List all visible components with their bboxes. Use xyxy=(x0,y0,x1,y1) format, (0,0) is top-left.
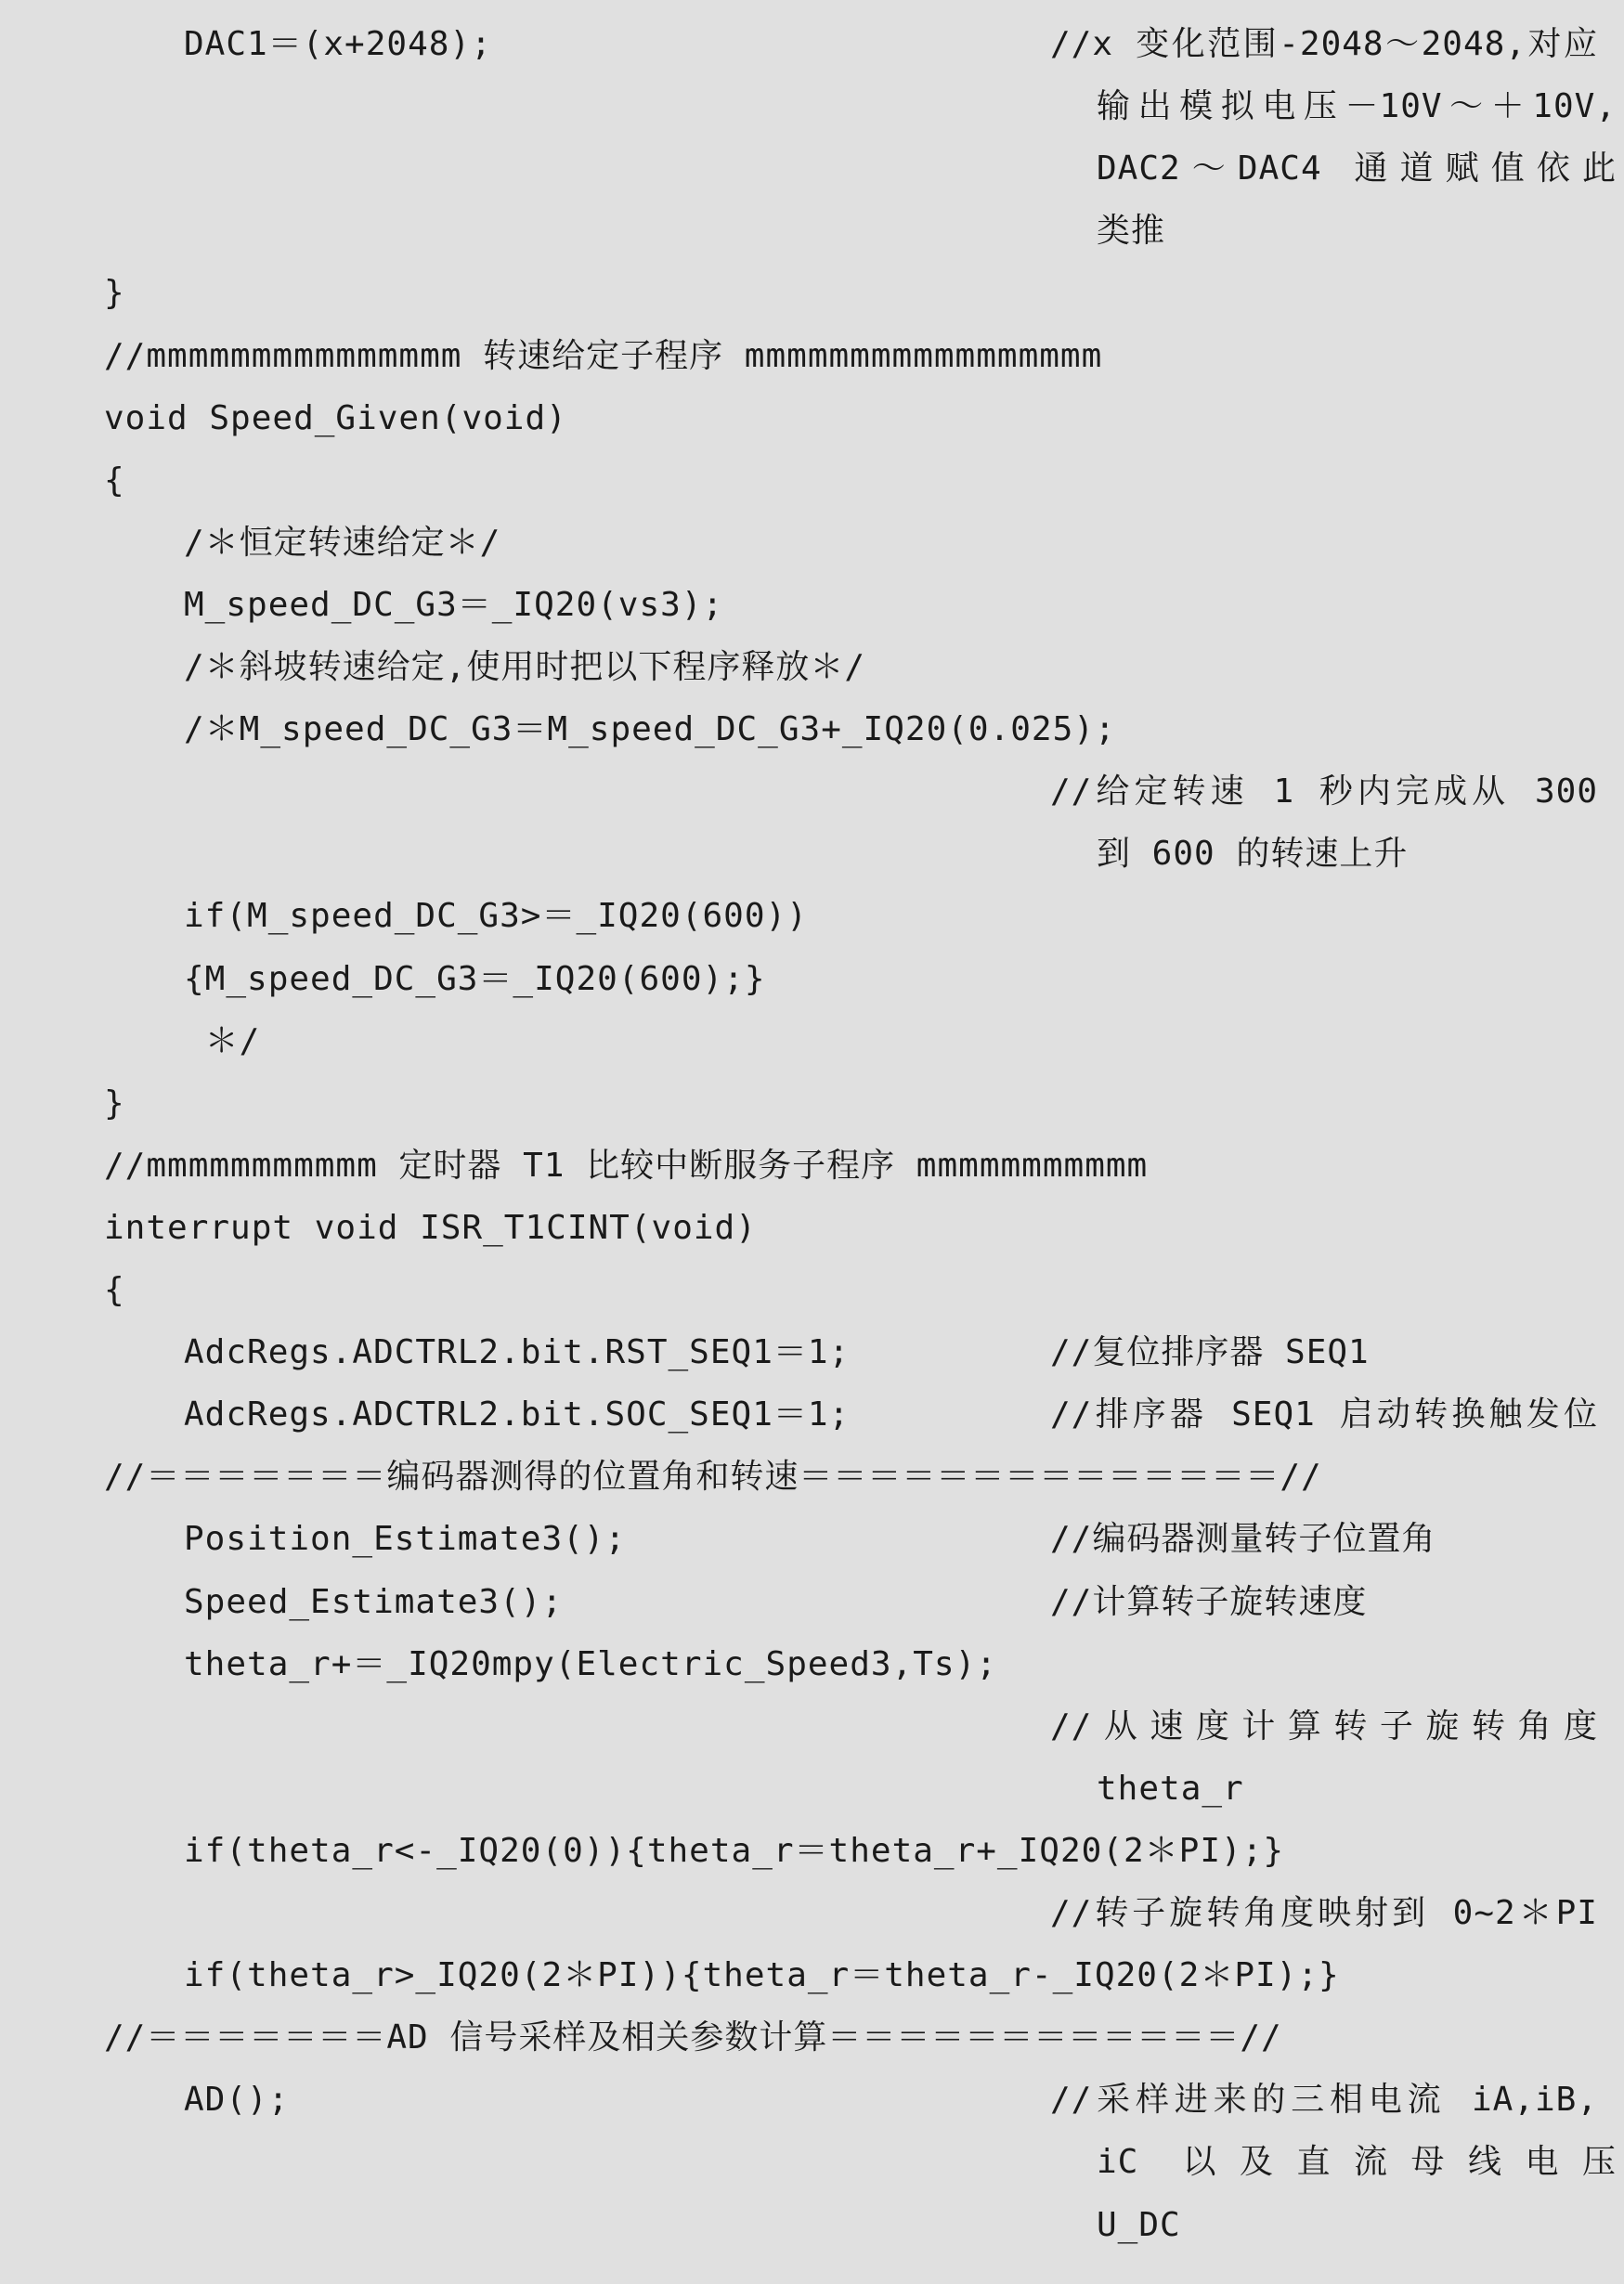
code-comment: //复位排序器 SEQ1 xyxy=(1050,1333,1370,1372)
code-comment-continuation: DAC2～DAC4 通道赋值依此 xyxy=(1097,149,1617,188)
code-line xyxy=(0,262,1624,324)
code-line xyxy=(0,1383,1624,1446)
code-comment-continuation: 类推 xyxy=(1097,212,1166,251)
code-text: Position_Estimate3(); xyxy=(184,1520,627,1559)
code-line xyxy=(0,823,1624,885)
code-comment: //计算转子旋转速度 xyxy=(1050,1582,1368,1621)
code-comment: //从速度计算转子旋转角度 xyxy=(1050,1707,1598,1745)
code-text: AdcRegs.ADCTRL2.bit.SOC_SEQ1＝1; xyxy=(184,1395,851,1434)
code-text: /＊斜坡转速给定,使用时把以下程序释放＊/ xyxy=(184,648,866,686)
code-text: //＝＝＝＝＝＝＝AD 信号采样及相关参数计算＝＝＝＝＝＝＝＝＝＝＝＝// xyxy=(104,2018,1282,2057)
code-comment: //给定转速 1 秒内完成从 300 xyxy=(1050,772,1598,811)
code-line xyxy=(0,512,1624,574)
code-text: { xyxy=(104,1271,125,1309)
code-text: AdcRegs.ADCTRL2.bit.RST_SEQ1＝1; xyxy=(184,1333,851,1372)
code-line xyxy=(0,1944,1624,2006)
code-text: { xyxy=(104,461,125,500)
code-text: if(theta_r>_IQ20(2＊PI)){theta_r＝theta_r-_IQ20(2＊PI);} xyxy=(184,1956,1340,1995)
code-line xyxy=(0,885,1624,947)
code-comment-continuation: U_DC xyxy=(1097,2205,1181,2244)
code-text: //＝＝＝＝＝＝＝编码器测得的位置角和转速＝＝＝＝＝＝＝＝＝＝＝＝＝＝// xyxy=(104,1458,1322,1497)
code-text: {M_speed_DC_G3＝_IQ20(600);} xyxy=(184,959,766,998)
code-line xyxy=(0,1508,1624,1570)
code-line xyxy=(0,1882,1624,1944)
code-line xyxy=(0,636,1624,698)
code-line xyxy=(0,449,1624,512)
code-line xyxy=(0,948,1624,1010)
code-line xyxy=(0,325,1624,387)
code-line xyxy=(0,1695,1624,1758)
code-text: DAC1＝(x+2048); xyxy=(184,25,492,63)
code-line xyxy=(0,200,1624,262)
code-line xyxy=(0,1633,1624,1695)
code-text: } xyxy=(104,1084,125,1123)
code-comment: //采样进来的三相电流 iA,iB, xyxy=(1050,2081,1598,2120)
code-text: if(M_speed_DC_G3>＝_IQ20(600)) xyxy=(184,897,808,936)
code-line xyxy=(0,1135,1624,1197)
code-line xyxy=(0,1321,1624,1383)
code-line xyxy=(0,75,1624,137)
code-comment: //转子旋转角度映射到 0~2＊PI xyxy=(1050,1894,1598,1932)
code-line xyxy=(0,698,1624,760)
code-line xyxy=(0,2131,1624,2193)
code-line xyxy=(0,2006,1624,2069)
code-text: //mmmmmmmmmmm 定时器 T1 比较中断服务子程序 mmmmmmmmmmm xyxy=(104,1146,1149,1185)
code-text: M_speed_DC_G3＝_IQ20(vs3); xyxy=(184,585,724,624)
code-text: AD(); xyxy=(184,2081,290,2120)
code-text: void Speed_Given(void) xyxy=(104,398,567,437)
code-line xyxy=(0,760,1624,823)
code-line xyxy=(0,1820,1624,1882)
code-text: Speed_Estimate3(); xyxy=(184,1582,564,1621)
code-text: ＊/ xyxy=(184,1021,261,1060)
code-comment: //排序器 SEQ1 启动转换触发位 xyxy=(1050,1395,1598,1434)
code-text: //mmmmmmmmmmmmmmm 转速给定子程序 mmmmmmmmmmmmmmmmm xyxy=(104,336,1103,375)
code-text: /＊恒定转速给定＊/ xyxy=(184,523,501,562)
code-line xyxy=(0,1010,1624,1072)
code-text: interrupt void ISR_T1CINT(void) xyxy=(104,1208,757,1247)
code-line xyxy=(0,387,1624,449)
code-text: /＊M_speed_DC_G3＝M_speed_DC_G3+_IQ20(0.025); xyxy=(184,710,1116,749)
code-line xyxy=(0,1571,1624,1633)
code-line xyxy=(0,1758,1624,1820)
code-line xyxy=(0,2194,1624,2256)
code-line xyxy=(0,1446,1624,1508)
code-line xyxy=(0,13,1624,75)
code-line xyxy=(0,574,1624,636)
code-line xyxy=(0,1197,1624,1259)
code-text: } xyxy=(104,274,125,313)
code-text: theta_r+＝_IQ20mpy(Electric_Speed3,Ts); xyxy=(184,1644,997,1683)
code-comment: //x 变化范围-2048～2048,对应 xyxy=(1050,25,1598,63)
code-line xyxy=(0,137,1624,200)
code-line xyxy=(0,1072,1624,1135)
code-line xyxy=(0,2069,1624,2131)
code-line xyxy=(0,1259,1624,1321)
code-text: if(theta_r<-_IQ20(0)){theta_r＝theta_r+_IQ20(2＊PI);} xyxy=(184,1831,1285,1870)
code-comment-continuation: 输出模拟电压－10V～＋10V, xyxy=(1097,87,1617,126)
code-comment-continuation: 到 600 的转速上升 xyxy=(1097,835,1409,874)
code-comment-continuation: theta_r xyxy=(1097,1769,1244,1808)
code-comment: //编码器测量转子位置角 xyxy=(1050,1520,1436,1559)
code-comment-continuation: iC 以及直流母线电压 xyxy=(1097,2143,1617,2182)
